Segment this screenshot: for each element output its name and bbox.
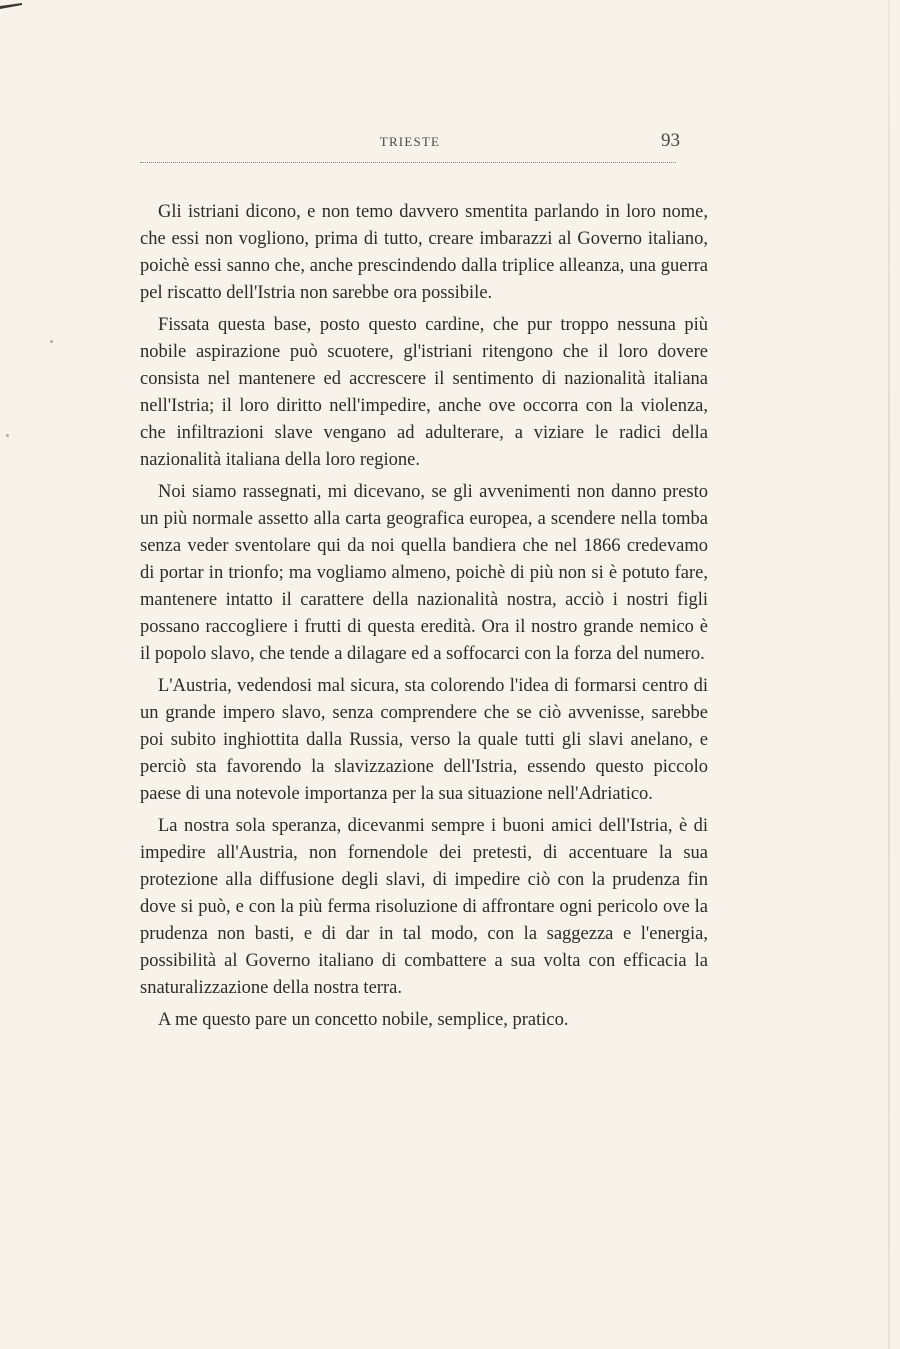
paragraph-2: Fissata questa base, posto questo cardine, che pur troppo nessuna più nobile aspirazione può scuotere, gl'istriani ritengono che il loro dovere consista nel mantenere ed accrescere il sentimento di nazionalità italiana nell'Istria; il loro diritto nell'impedire, anche ove occorra con la violenza, che infiltrazioni slave vengano ad adulterare, a viziare le radici della nazionalità italiana della loro regione. — [140, 315, 708, 470]
page-number: 93 — [661, 130, 680, 151]
paragraph-4: L'Austria, vedendosi mal sicura, sta colorendo l'idea di formarsi centro di un grande impero slavo, senza comprendere che se ciò avvenisse, sarebbe poi subito inghiottita dalla Russia, verso la quale tutti gli slavi anelano, e perciò sta favorendo la slavizzazione dell'Istria, essendo questo piccolo paese di una notevole importanza per la sua situazione nell'Adriatico. — [140, 676, 708, 804]
page-edge — [888, 0, 890, 1349]
margin-speck — [50, 340, 53, 343]
running-title: TRIESTE — [379, 134, 441, 149]
paragraph-1: Gli istriani dicono, e non temo davvero smentita parlando in loro nome, che essi non vogliono, prima di tutto, creare imbarazzi al Governo italiano, poichè essi sanno che, anche prescindendo dalla triplice alleanza, una guerra pel riscatto dell'Istria non sarebbe ora possibile. — [140, 202, 708, 303]
header-rule — [140, 162, 676, 163]
running-head — [140, 130, 680, 156]
paragraph-6: A me questo pare un concetto nobile, semplice, pratico. — [158, 1010, 569, 1030]
paragraph-3: Noi siamo rassegnati, mi dicevano, se gli avvenimenti non danno presto un più normale assetto alla carta geografica europea, a scendere nella tomba senza veder sventolare qui da noi quella bandiera che nel 1866 credevamo di portar in trionfo; ma vogliamo almeno, poichè di più non si è potuto fare, mantenere intatto il carattere della nazionalità nostra, acciò i nostri figli possano raccogliere i frutti di questa eredità. Ora il nostro grande nemico è il popolo slavo, che tende a dilagare ed a soffocarci con la forza del numero. — [140, 482, 708, 664]
body-text — [140, 199, 708, 1039]
margin-speck — [6, 434, 9, 437]
paragraph-5: La nostra sola speranza, dicevanmi sempre i buoni amici dell'Istria, è di impedire all'Austria, non fornendole dei pretesti, di accentuare la sua protezione alla diffusione degli slavi, di impedire ciò con la prudenza fin dove si può, e con la più ferma risoluzione di affrontare ogni pericolo ove la prudenza non basti, e di dar in tal modo, con la saggezza e l'energia, possibilità al Governo italiano di combattere a sua volta con efficacia la snaturalizzazione della nostra terra. — [140, 816, 708, 998]
corner-mark — [0, 2, 22, 11]
